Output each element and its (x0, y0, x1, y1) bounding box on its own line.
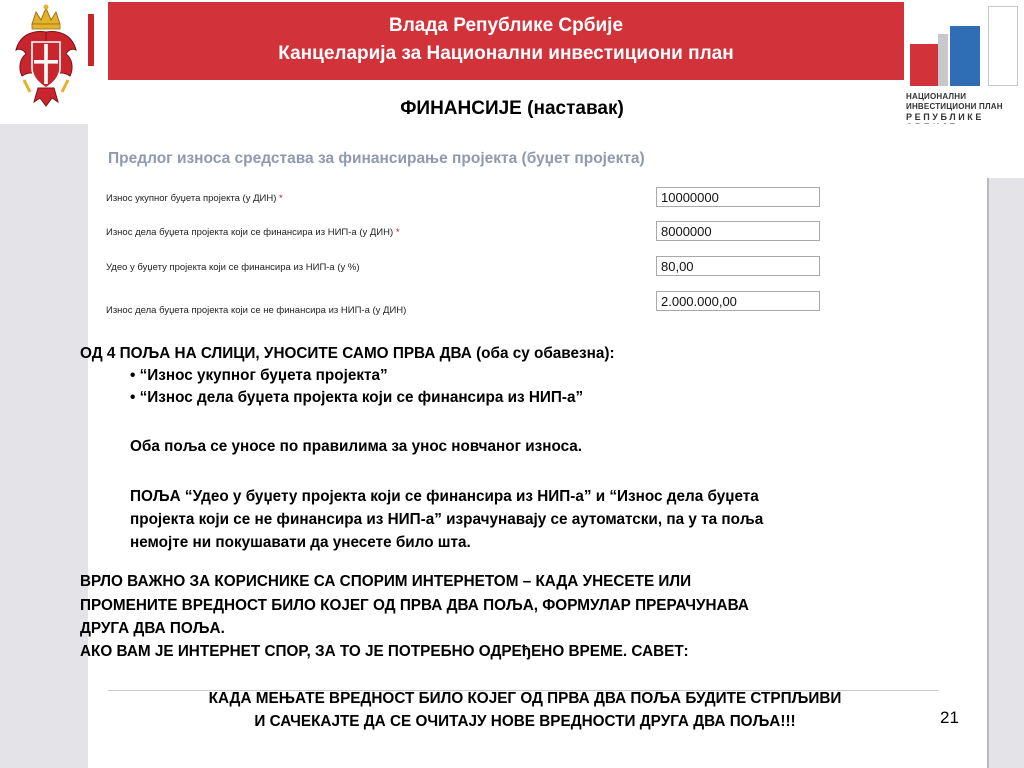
field-label-total-budget (106, 193, 283, 204)
logo-bar-outline (988, 6, 1018, 86)
logo-line-1: НАЦИОНАЛНИ ИНВЕСТИЦИОНИ ПЛАН (906, 92, 1003, 111)
field-label-text: Износ укупног буџета пројекта (у ДИН) (106, 193, 277, 204)
field-label-non-nip-amount (106, 305, 406, 316)
nip-amount-input[interactable] (656, 221, 820, 241)
field-label-text: Износ дела буџета пројекта који се не финансира из НИП-а (у ДИН) (106, 305, 407, 316)
logo-line-2: РЕПУБЛИКЕ (906, 112, 984, 122)
warning-line-3: ДРУГА ДВА ПОЉА. (80, 620, 225, 637)
logo-bar-grey (938, 34, 948, 86)
header-line-2: Канцеларија за Национални инвестициони план (278, 43, 734, 64)
header-line-1: Влада Републике Србије (388, 15, 624, 36)
required-marker: * (279, 193, 283, 204)
logo-bar-blue (950, 26, 980, 86)
non-nip-amount-input[interactable] (656, 291, 820, 311)
slide-title: ФИНАНСИЈЕ (наставак) (400, 98, 624, 119)
right-side-panel (987, 178, 1024, 768)
field-label-text: Удео у буџету пројекта који се финансира из НИП-а (у %) (106, 262, 360, 273)
instruction-rule: Оба поља се уносе по правилима за унос новчаног износа. (130, 438, 583, 455)
instruction-auto-1: ПОЉА “Удео у буџету пројекта који се финансира из НИП-а” и “Износ дела буџета (130, 488, 759, 505)
tip-line-1: КАДА МЕЊАТЕ ВРЕДНОСТ БИЛО КОЈЕГ ОД ПРВА ДВА ПОЉА БУДИТЕ СТРПЉИВИ (208, 690, 842, 707)
page-number: 21 (940, 708, 959, 727)
warning-line-1: ВРЛО ВАЖНО ЗА КОРИСНИКЕ СА СПОРИМ ИНТЕРНЕТОМ – КАДА УНЕСЕТЕ ИЛИ (80, 573, 692, 590)
form-heading: Предлог износа средстава за финансирање пројекта (буџет пројекта) (108, 150, 645, 167)
warning-line-2: ПРОМЕНИТЕ ВРЕДНОСТ БИЛО КОЈЕГ ОД ПРВА ДВА ПОЉА, ФОРМУЛАР ПРЕРАЧУНАВА (80, 597, 749, 614)
instruction-bullet-2: • “Износ дела буџета пројекта који се финансира из НИП-а” (130, 389, 584, 406)
header-accent-line (88, 14, 94, 66)
tip-line-2: И САЧЕКАЈТЕ ДА СЕ ОЧИТАЈУ НОВЕ ВРЕДНОСТИ ДРУГА ДВА ПОЉА!!! (254, 713, 796, 730)
field-label-nip-share (106, 262, 360, 273)
instruction-intro: ОД 4 ПОЉА НА СЛИЦИ, УНОСИТЕ САМО ПРВА ДВА (оба су обавезна): (80, 345, 615, 362)
instruction-auto-2: пројекта који се не финансира из НИП-а” израчунавају се аутоматски, па у та поља (130, 511, 764, 528)
logo-bar-red (910, 44, 938, 86)
field-label-nip-amount (106, 227, 400, 238)
left-side-panel (0, 124, 88, 768)
instruction-bullet-1: • “Износ укупног буџета пројекта” (130, 367, 388, 384)
total-budget-input[interactable] (656, 187, 820, 207)
nip-share-input[interactable] (656, 256, 820, 276)
header-banner (108, 2, 904, 80)
warning-line-4: АКО ВАМ ЈЕ ИНТЕРНЕТ СПОР, ЗА ТО ЈЕ ПОТРЕБНО ОДРЕђЕНО ВРЕМЕ. САВЕТ: (80, 643, 689, 660)
instruction-auto-3: немојте ни покушавати да унесете било шта. (130, 534, 471, 551)
field-label-text: Износ дела буџета пројекта који се финансира из НИП-а (у ДИН) (106, 227, 394, 238)
required-marker: * (395, 227, 400, 238)
